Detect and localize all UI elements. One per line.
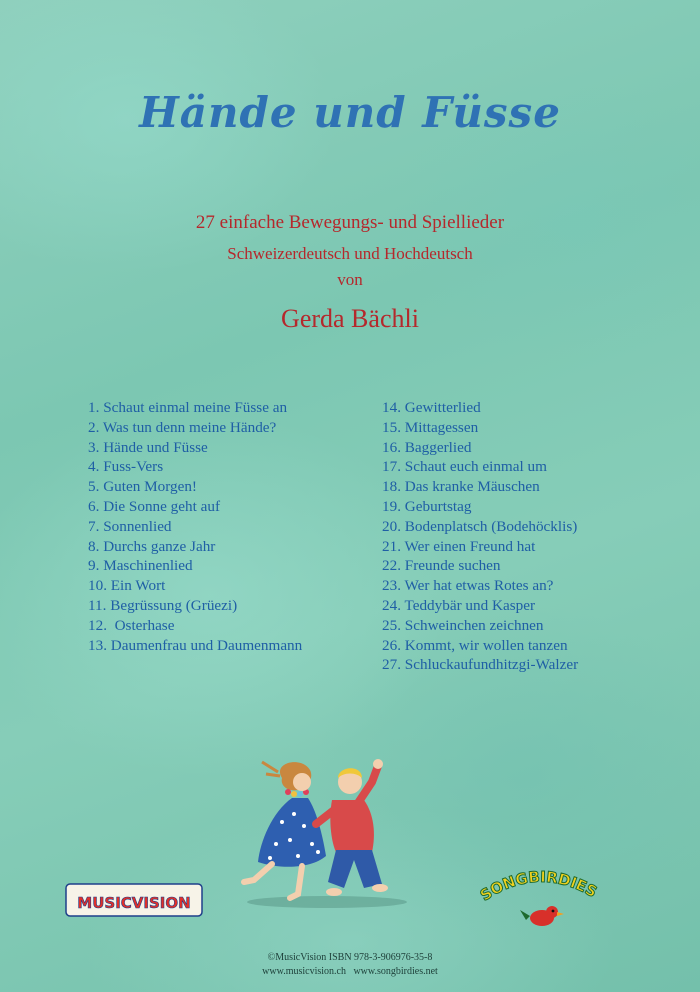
song-item: 13. Daumenfrau und Daumenmann — [88, 636, 303, 654]
song-item: 20. Bodenplatsch (Bodehöcklis) — [382, 517, 578, 535]
song-item: 8. Durchs ganze Jahr — [88, 537, 216, 555]
song-item: 7. Sonnenlied — [88, 517, 172, 535]
subtitle-songs-count: 27 einfache Bewegungs- und Spiellieder — [195, 212, 505, 233]
song-item: 22. Freunde suchen — [382, 557, 501, 575]
song-item: 21. Wer einen Freund hat — [382, 537, 536, 555]
song-item: 5. Guten Morgen! — [88, 478, 197, 496]
subtitle-by: von — [337, 270, 363, 289]
subtitle-languages: Schweizerdeutsch und Hochdeutsch — [227, 244, 473, 263]
song-item: 16. Baggerlied — [382, 438, 472, 456]
song-item: 26. Kommt, wir wollen tanzen — [382, 636, 568, 654]
page-title: Hände und Füsse — [139, 88, 561, 137]
song-item: 25. Schweinchen zeichnen — [382, 616, 544, 634]
song-item: 23. Wer hat etwas Rotes an? — [382, 577, 554, 595]
song-item: 10. Ein Wort — [88, 577, 166, 595]
song-item: 11. Begrüssung (Grüezi) — [88, 596, 238, 614]
song-item: 15. Mittagessen — [382, 418, 479, 436]
song-item: 19. Geburtstag — [382, 497, 472, 515]
song-item: 14. Gewitterlied — [382, 399, 481, 416]
song-item: 2. Was tun denn meine Hände? — [88, 418, 277, 436]
song-item: 6. Die Sonne geht auf — [88, 497, 221, 515]
song-item: 12. Osterhase — [88, 616, 175, 634]
song-item: 9. Maschinenlied — [88, 557, 193, 575]
musicvision-logo — [64, 880, 204, 920]
bird-icon — [520, 906, 564, 926]
song-item: 27. Schluckaufundhitzgi-Walzer — [382, 656, 579, 674]
songbirdies-logo-text: SONGBIRDIES — [476, 867, 601, 905]
author-name: Gerda Bächli — [281, 304, 419, 333]
musicvision-logo-text: MUSICVISION — [77, 894, 191, 912]
dancing-children-illustration — [232, 752, 412, 912]
song-item: 3. Hände und Füsse — [88, 438, 208, 456]
song-item: 18. Das kranke Mäuschen — [382, 478, 540, 496]
footer-isbn: ©MusicVision ISBN 978-3-906976-35-8 — [267, 952, 433, 963]
song-item: 1. Schaut einmal meine Füsse an — [88, 399, 288, 416]
song-item: 17. Schaut euch einmal um — [382, 458, 547, 476]
song-list-left — [88, 398, 302, 655]
song-item: 4. Fuss-Vers — [88, 458, 164, 476]
footer-websites: www.musicvision.ch www.songbirdies.net — [262, 966, 438, 977]
song-item: 24. Teddybär und Kasper — [382, 596, 536, 614]
songbirdies-logo — [468, 856, 608, 936]
song-list-right — [382, 398, 578, 675]
